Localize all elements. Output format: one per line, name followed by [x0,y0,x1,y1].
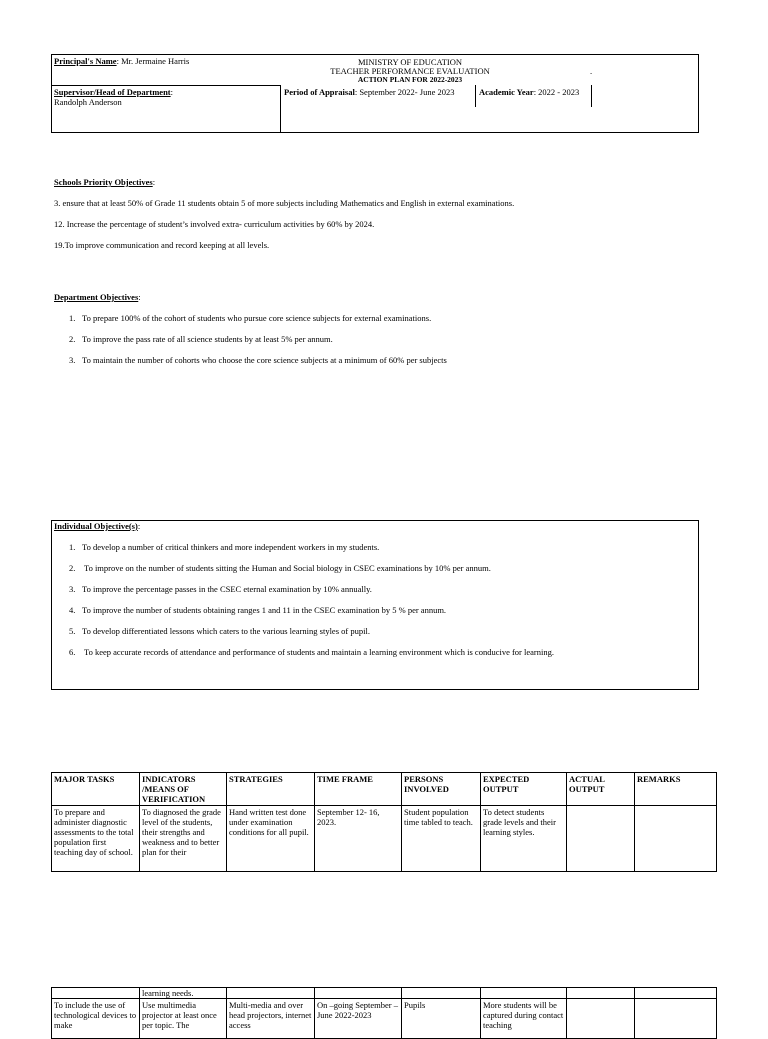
principal-value: : Mr. Jermaine Harris [116,56,190,66]
evaluation-title: TEACHER PERFORMANCE EVALUATION [330,66,490,76]
col-header: STRATEGIES [227,773,315,806]
school-objectives-title: Schools Priority Objectives [54,177,153,187]
year-line [479,87,579,97]
period-value: : September 2022- June 2023 [354,87,455,97]
table-cell: More students will be captured during contact teaching [481,999,567,1039]
individual-objectives-heading [54,521,140,531]
year-value: : 2022 - 2023 [533,87,580,97]
department-objectives-colon: : [138,292,141,302]
supervisor-line [54,87,173,97]
col-header: MAJOR TASKS [52,773,140,806]
table-cell: To prepare and administer diagnostic assessments to the total population first teaching day of school. [52,806,140,872]
table-cell [567,988,635,999]
individual-objectives-title: Individual Objective(s) [54,521,138,531]
table-row [52,988,717,999]
list-item: 2. To improve the pass rate of all science students by at least 5% per annum. [69,334,333,344]
table-cell [227,988,315,999]
table-cell [635,806,717,872]
col-header: REMARKS [635,773,717,806]
header-divider-v2 [475,85,476,107]
table-cell: To diagnosed the grade level of the students, their strengths and weakness and to better plan for their [140,806,227,872]
department-objectives-title: Department Objectives [54,292,139,302]
header-dot: . [590,66,593,76]
table-header-row [52,773,717,806]
col-header: EXPECTED OUTPUT [481,773,567,806]
list-item: 1. To develop a number of critical thinkers and more independent workers in my students. [69,542,380,552]
list-item: 6. To keep accurate records of attendance and performance of students and maintain a learning environment which is conducive for learning. [69,647,554,657]
school-objective-item: 19.To improve communication and record keeping at all levels. [54,240,270,250]
table-cell: learning needs. [140,988,227,999]
supervisor-colon: : [170,87,174,97]
list-item: 4. To improve the number of students obtaining ranges 1 and 11 in the CSEC examination by 5 % per annum. [69,605,447,615]
ministry-title: MINISTRY OF EDUCATION [357,57,463,67]
table-cell: Pupils [402,999,481,1039]
list-item: 2. To improve on the number of students sitting the Human and Social biology in CSEC examinations by 10% per annum. [69,563,491,573]
table-cell: Student population time tabled to teach. [402,806,481,872]
supervisor-value: Randolph Anderson [54,97,122,107]
col-header: TIME FRAME [315,773,402,806]
list-item: 3. To improve the percentage passes in the CSEC eternal examination by 10% annually. [69,584,372,594]
table-cell: Use multimedia projector at least once per topic. The [140,999,227,1039]
school-objectives-colon: : [152,177,156,187]
table-row [52,999,717,1039]
table-cell [567,999,635,1039]
table-cell [315,988,402,999]
col-header: PERSONS INVOLVED [402,773,481,806]
table-cell: September 12- 16, 2023. [315,806,402,872]
header-divider-left [51,85,281,86]
table-cell [567,806,635,872]
department-objectives-heading [54,292,141,302]
table-cell: On –going September – June 2022-2023 [315,999,402,1039]
action-plan-table [51,772,717,872]
school-objective-item: 3. ensure that at least 50% of Grade 11 students obtain 5 of more subjects including Mathematics and English in external examinations. [54,198,515,208]
header-divider-right-top [591,54,699,55]
list-item: 1. To prepare 100% of the cohort of students who pursue core science subjects for external examinations. [69,313,432,323]
col-header: ACTUAL OUTPUT [567,773,635,806]
table-cell [635,999,717,1039]
header-divider-v3 [591,85,592,107]
action-plan-title: ACTION PLAN FOR 2022-2023 [357,75,463,84]
school-objectives-heading [54,177,155,187]
individual-objectives-colon: : [137,521,141,531]
table-cell: Hand written test done under examination conditions for all pupil. [227,806,315,872]
principal-line [54,56,189,66]
table-cell [402,988,481,999]
period-line [284,87,454,97]
list-item: 3. To maintain the number of cohorts who choose the core science subjects at a minimum of 60% per subjects [69,355,447,365]
header-divider-v1 [280,85,281,133]
supervisor-label: Supervisor/Head of Department [54,87,171,97]
school-objective-item: 12. Increase the percentage of student’s involved extra- curriculum activities by 60% by 2024. [54,219,375,229]
action-plan-table-continued [51,987,717,1039]
table-row [52,806,717,872]
table-cell [481,988,567,999]
col-header: INDICATORS /MEANS OF VERIFICATION [140,773,227,806]
table-cell [635,988,717,999]
table-cell: To include the use of technological devices to make [52,999,140,1039]
year-label: Academic Year [479,87,534,97]
list-item: 5. To develop differentiated lessons which caters to the various learning styles of pupil. [69,626,370,636]
table-cell [52,988,140,999]
table-cell: Multi-media and over head projectors, internet access [227,999,315,1039]
period-label: Period of Appraisal [284,87,355,97]
principal-label: Principal's Name [54,56,117,66]
table-cell: To detect students grade levels and their learning styles. [481,806,567,872]
